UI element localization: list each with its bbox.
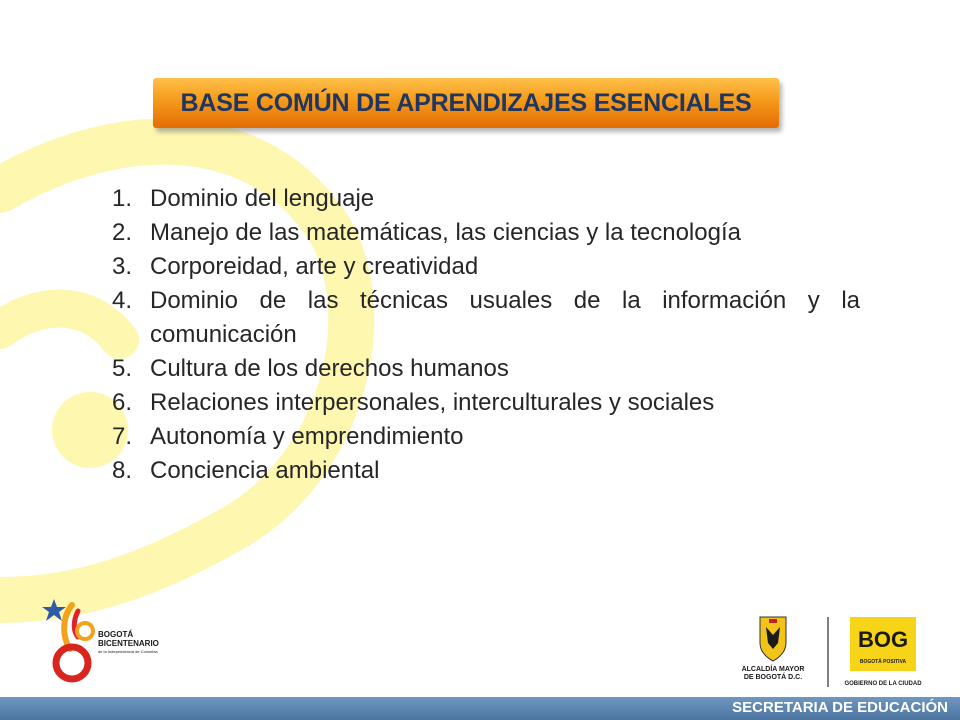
title-banner xyxy=(153,78,779,128)
svg-text:ALCALDÍA MAYOR: ALCALDÍA MAYOR xyxy=(741,666,805,673)
footer-bar xyxy=(0,697,960,720)
svg-text:BOGOTÁ POSITIVA: BOGOTÁ POSITIVA xyxy=(859,659,907,665)
svg-text:BOGOTÁ: BOGOTÁ xyxy=(98,630,134,639)
list-item: 7. Autonomía y emprendimiento xyxy=(112,423,464,450)
list-item: 3. Corporeidad, arte y creatividad xyxy=(112,253,479,280)
page-title: BASE COMÚN DE APRENDIZAJES ESENCIALES xyxy=(180,88,752,117)
list-item: 4. Dominio de las técnicas usuales de la información y la comunicación xyxy=(112,287,860,348)
svg-text:BOG: BOG xyxy=(857,627,909,652)
list-item: 2. Manejo de las matemáticas, las ciencias y la tecnología xyxy=(112,219,741,246)
svg-text:BICENTENARIO: BICENTENARIO xyxy=(98,639,159,648)
svg-text:GOBIERNO DE LA CIUDAD: GOBIERNO DE LA CIUDAD xyxy=(844,681,922,687)
list-item: 6. Relaciones interpersonales, interculturales y sociales xyxy=(112,389,715,416)
list-item: 1. Dominio del lenguaje xyxy=(112,185,375,212)
svg-text:DE BOGOTÁ D.C.: DE BOGOTÁ D.C. xyxy=(743,674,803,681)
star-icon xyxy=(42,599,66,621)
coat-of-arms-icon xyxy=(760,617,786,661)
footer-label: SECRETARIA DE EDUCACIÓN xyxy=(732,699,948,716)
bicentenario-logo xyxy=(40,597,180,689)
essential-learning-list xyxy=(112,182,860,488)
list-item: 8. Conciencia ambiental xyxy=(112,457,380,484)
list-item: 5. Cultura de los derechos humanos xyxy=(112,355,509,382)
svg-text:de la Independencia de Colombi: de la Independencia de Colombia xyxy=(98,649,158,654)
alcaldia-bog-logos xyxy=(740,613,930,693)
